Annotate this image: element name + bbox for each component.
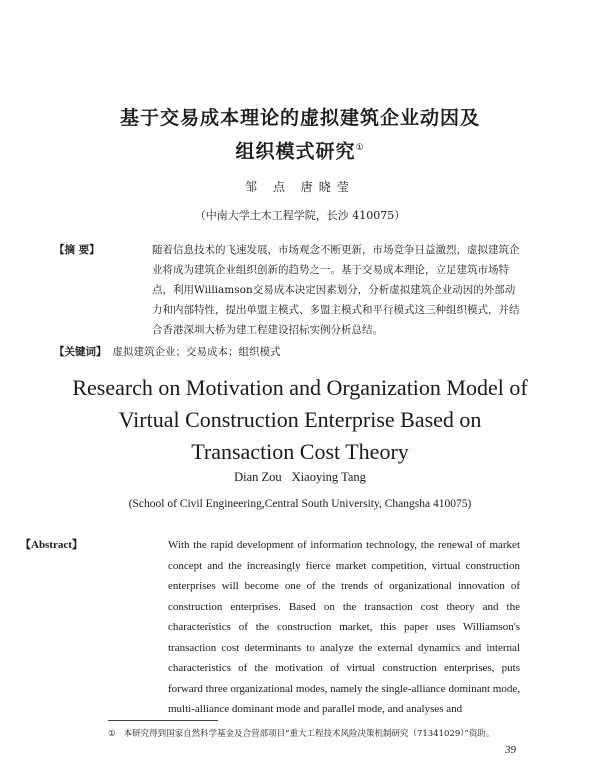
chinese-abstract-text: 随着信息技术的飞速发展，市场观念不断更新，市场竞争日益激烈，虚拟建筑企业将成为建筑企业组织创新的趋势之一。基于交易成本理论，立足建筑市场特点，利用Williamson交易成本决定因素划分，分析虚拟建筑企业动因的外部动力和内部特性，提出单盟主模式、多盟主模式和平行模式这三种组织模式，并结合香港深圳大桥为建工程建设招标实例分析总结。: [152, 244, 520, 336]
footnote: [108, 727, 538, 739]
chinese-authors: 邹 点 唐晓莹: [245, 180, 355, 194]
chinese-title: [60, 103, 540, 166]
footnote-text: 本研究得到国家自然科学基金及合营部项目“重大工程技术风险决策机制研究（71341029）”资助。: [123, 729, 495, 739]
english-affiliation: (School of Civil Engineering,Central South University, Changsha 410075): [128, 498, 472, 510]
chinese-title-line-1: 基于交易成本理论的虚拟建筑企业动因及: [119, 107, 480, 129]
chinese-title-line-2: 组织模式研究①: [235, 140, 365, 163]
english-abstract-text: With the rapid development of information technology, the renewal of market concept and the increasingly fierce market competition, virtual construction enterprises will become one of the trends of organizational innovation of construction enterprises. Based on the transaction cost theory and the characteristics of the construction market, this paper uses Williamson's transaction cost determinants to analyze the external dynamics and internal characteristics of the motivation of virtual construction enterprises, puts forward three organizational modes, namely the single-alliance dominant mode, multi-alliance dominant mode and parallel mode, and analyses and: [168, 539, 520, 715]
chinese-keywords-label: 【关键词】: [54, 346, 107, 358]
chinese-abstract-label: 【摘 要】: [54, 244, 100, 256]
chinese-abstract: [54, 240, 524, 340]
english-abstract-label: 【Abstract】: [20, 539, 83, 551]
chinese-affiliation: （中南大学土木工程学院，长沙 410075）: [194, 209, 406, 222]
english-author-1: Dian Zou: [234, 470, 282, 484]
english-author-2: Xiaoying Tang: [291, 470, 366, 484]
english-abstract: [20, 535, 520, 720]
chinese-keywords: [54, 342, 524, 362]
english-title-line-2: Virtual Construction Enterprise Based on: [118, 407, 482, 432]
english-authors: [0, 470, 600, 485]
chinese-keywords-text: 虚拟建筑企业；交易成本；组织模式: [112, 346, 281, 358]
footnote-divider: [108, 720, 218, 721]
english-title: [60, 372, 540, 468]
footnote-mark: ①: [108, 729, 116, 739]
english-title-line-3: Transaction Cost Theory: [191, 439, 409, 464]
page-number: 39: [505, 744, 516, 756]
title-footnote-mark: ①: [355, 143, 365, 153]
english-title-line-1: Research on Motivation and Organization Model of: [72, 375, 528, 400]
